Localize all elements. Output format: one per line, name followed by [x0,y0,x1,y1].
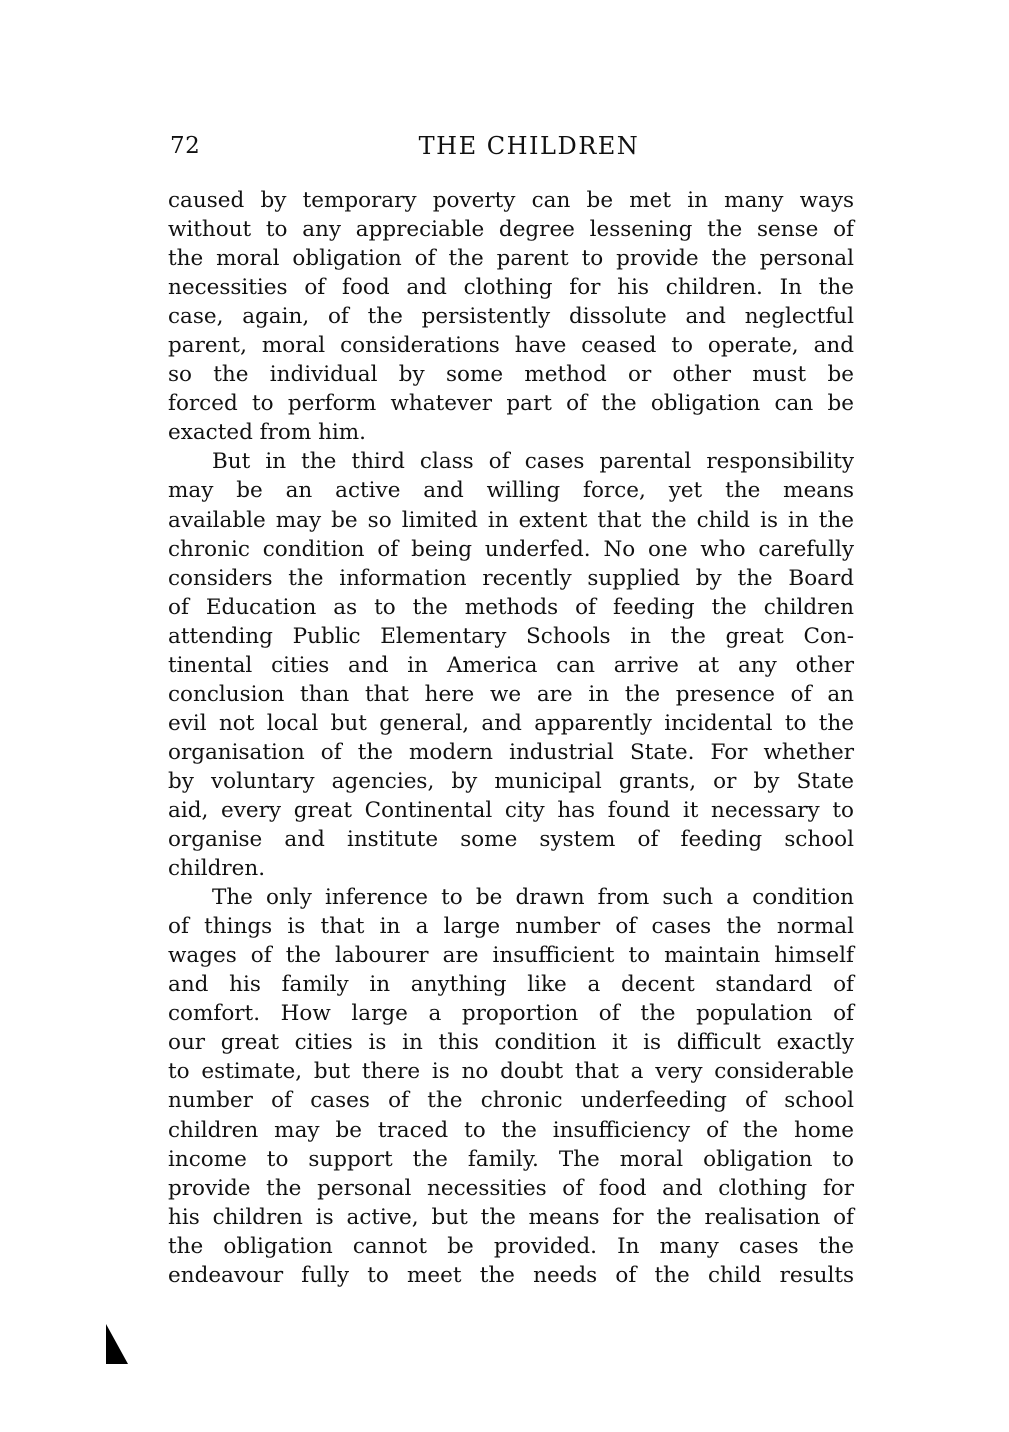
text-line: case, again, of the persistently dissolute and neglectful [168,304,854,330]
text-line: attending Public Elementary Schools in the great Con- [168,623,854,649]
text-line: wages of the labourer are insufficient to maintain himself [168,943,854,969]
black-triangle-marker-icon [104,1324,130,1366]
page-title: THE CHILDREN [418,132,640,160]
text-line: necessities of food and clothing for his children. In the [168,275,854,301]
page-number: 72 [170,133,201,159]
text-line: the moral obligation of the parent to provide the personal [168,246,854,272]
text-line: aid, every great Continental city has found it necessary to [168,797,854,823]
text-line: may be an active and willing force, yet the means [168,478,854,504]
text-line: tinental cities and in America can arrive at any other [168,652,854,678]
text-line: organise and institute some system of feeding school [168,827,854,853]
text-line: without to any appreciable degree lessening the sense of [168,217,854,243]
body-text [168,186,854,1290]
text-line: our great cities is in this condition it is difficult exactly [168,1030,854,1056]
text-line: provide the personal necessities of food and clothing for [168,1175,854,1201]
text-line: forced to perform whatever part of the obligation can be [168,391,854,417]
text-line: of things is that in a large number of cases the normal [168,914,854,940]
text-line: exacted from him. [168,420,367,446]
text-line: evil not local but general, and apparently incidental to the [168,710,854,736]
text-line: income to support the family. The moral obligation to [168,1146,854,1172]
text-line: organisation of the modern industrial State. For whether [168,739,854,765]
text-line: considers the information recently supplied by the Board [168,565,854,591]
text-line: to estimate, but there is no doubt that a very considerable [168,1059,854,1085]
text-line: comfort. How large a proportion of the population of [168,1001,854,1027]
text-line: available may be so limited in extent that the child is in the [168,507,854,533]
text-line: But in the third class of cases parental responsibility [212,449,854,475]
text-line: The only inference to be drawn from such a condition [212,885,854,911]
text-line: chronic condition of being underfed. No one who carefully [168,536,854,562]
text-line: and his family in anything like a decent standard of [168,972,854,998]
text-line: number of cases of the chronic underfeeding of school [168,1088,854,1114]
text-line: children. [168,856,266,882]
text-line: caused by temporary poverty can be met in many ways [168,188,854,213]
text-line: children may be traced to the insufficiency of the home [168,1117,854,1143]
text-line: of Education as to the methods of feeding the children [168,594,854,620]
text-line: conclusion than that here we are in the presence of an [168,681,854,707]
text-line: parent, moral considerations have ceased to operate, and [168,333,854,359]
text-line: endeavour fully to meet the needs of the child results [168,1262,854,1288]
text-line: so the individual by some method or other must be [168,362,854,388]
text-line: by voluntary agencies, by municipal grants, or by State [168,768,854,794]
text-line: the obligation cannot be provided. In many cases the [168,1233,854,1259]
text-line: his children is active, but the means for the realisation of [168,1204,854,1230]
running-head [168,128,854,164]
